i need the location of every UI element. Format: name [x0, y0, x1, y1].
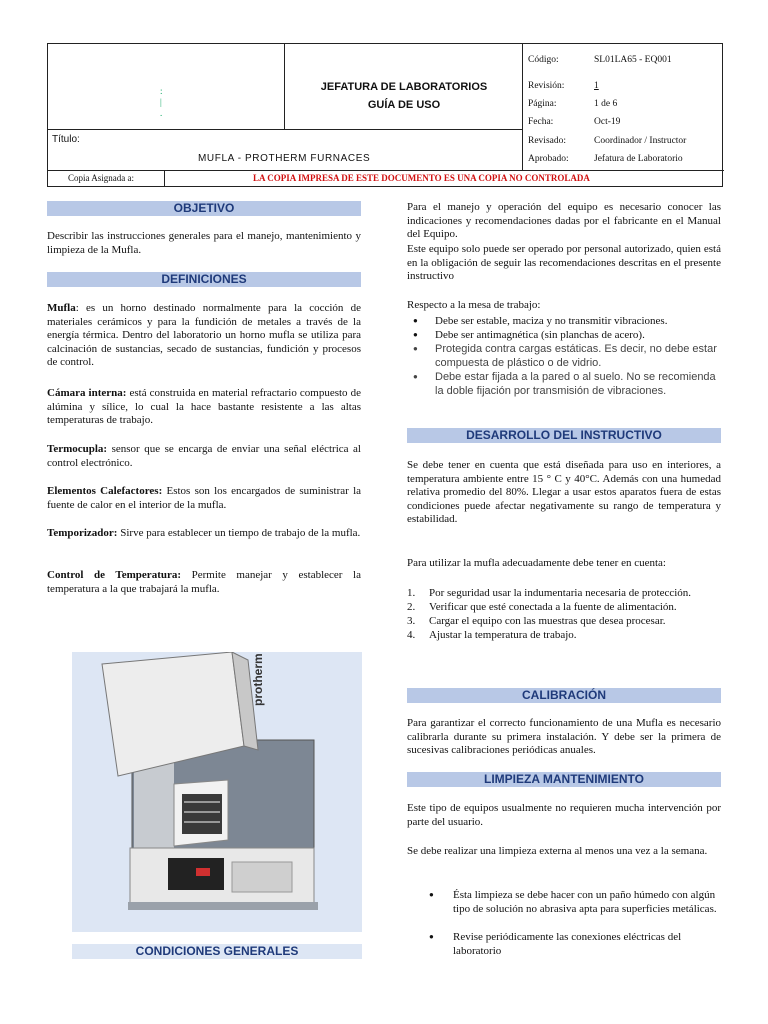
header-title: [286, 78, 522, 114]
logo-mark: : | .: [160, 86, 163, 118]
def-text: Sirve para establecer un tiempo de trabajo de la mufla.: [117, 527, 361, 539]
def-term: Temporizador:: [47, 527, 118, 539]
def-term: Control de Temperatura:: [47, 569, 182, 581]
list-item: ● Protegida contra cargas estáticas. Es decir, no debe estar compuesta de plástico o de vidrio.: [407, 342, 721, 370]
def-text: está construida en material refractario compuesto de alúmina y sílice, lo cual la hace bastante resistente a las altas temperaturas de trabajo.: [47, 387, 361, 427]
def-control: [47, 569, 361, 596]
furnace-illustration: [72, 652, 362, 932]
list-item: 2. Verificar que esté conectada a la fuente de alimentación.: [407, 601, 677, 613]
meta-value-fecha: Oct-19: [594, 117, 621, 127]
objetivo-text: Describir las instrucciones generales para el manejo, mantenimiento y limpieza de la Mufla.: [47, 230, 361, 256]
mesa-list: [407, 314, 721, 398]
calibracion-text: Para garantizar el correcto funcionamiento de una Mufla es necesario calibrarla durante su primera instalación. Y debe ser la primera de sucesivas calibraciones periódicas anuales.: [407, 717, 721, 757]
def-camara: [47, 387, 361, 428]
meta-label-revisado: Revisado:: [528, 136, 566, 146]
copia-label: Copia Asignada a:: [68, 173, 134, 183]
utilizar-intro: Para utilizar la mufla adecuadamente debe tener en cuenta:: [407, 557, 666, 569]
step-text: Verificar que esté conectada a la fuente de alimentación.: [429, 601, 677, 613]
desarrollo-text: Se debe tener en cuenta que está diseñada para uso en interiores, a temperatura ambiente entre 15 ° C y 40°C. Además con una humedad relativa promedio del 80%. Llegar a usar estos aparatos fuera de estas condiciones puede afectar negativamente su rango de temperatura y estabilidad.: [407, 459, 721, 526]
def-mufla: [47, 302, 361, 370]
meta-label-codigo: Código:: [528, 55, 559, 65]
desarrollo-heading: DESARROLLO DEL INSTRUCTIVO: [407, 428, 721, 443]
mesa-intro: Respecto a la mesa de trabajo:: [407, 299, 541, 311]
def-temporizador: [47, 527, 361, 541]
condiciones-heading: CONDICIONES GENERALES: [72, 944, 362, 959]
step-text: Por seguridad usar la indumentaria necesaria de protección.: [429, 587, 692, 599]
header-line-1: JEFATURA DE LABORATORIOS: [320, 81, 488, 93]
list-item: ● Debe estar fijada a la pared o al suelo. No se recomienda la doble fijación por transmisión de vibraciones.: [407, 370, 721, 398]
limpieza-text-1: Este tipo de equipos usualmente no requieren mucha intervención por parte del usuario.: [407, 802, 721, 828]
meta-value-pagina: 1 de 6: [594, 99, 618, 109]
limpieza-list: [407, 888, 721, 958]
def-text: Permite manejar y establecer la temperatura a la que trabajará la mufla.: [47, 569, 361, 595]
header-line-2: GUÍA DE USO: [367, 99, 441, 111]
copia-value: LA COPIA IMPRESA DE ESTE DOCUMENTO ES UNA COPIA NO CONTROLADA: [253, 173, 590, 183]
def-text: : es un horno destinado normalmente para la cocción de materiales cerámicos y para la fundición de metales a través de la energía térmica. Dentro del laboratorio un horno mufla se utiliza para calcinación de sustancias, secado de sustancias, fundición y procesos de control.: [47, 302, 361, 369]
steps-list: [407, 586, 721, 642]
list-item: ● Debe ser estable, maciza y no transmitir vibraciones.: [407, 314, 721, 328]
def-text: Estos son los encargados de suministrar la fuente de calor en el interior de la mufla.: [47, 485, 362, 511]
limpieza-text-2: Se debe realizar una limpieza externa al menos una vez a la semana.: [407, 845, 708, 857]
meta-label-fecha: Fecha:: [528, 117, 554, 127]
intro-text-1: Para el manejo y operación del equipo es necesario conocer las indicaciones y recomendaciones dadas por el fabricante en el Manual del Equipo.: [407, 201, 721, 241]
step-text: Ajustar la temperatura de trabajo.: [429, 629, 577, 641]
meta-value-codigo: SL01LA65 - EQ001: [594, 55, 672, 65]
list-item: 1. Por seguridad usar la indumentaria necesaria de protección.: [407, 587, 692, 599]
list-item: ● Ésta limpieza se debe hacer con un paño húmedo con algún tipo de solución no abrasiva apta para superficies metálicas.: [407, 888, 721, 916]
def-text: sensor que se encarga de enviar una señal eléctrica al control electrónico.: [47, 443, 361, 469]
titulo-label: Título:: [52, 134, 80, 145]
meta-value-revisado: Coordinador / Instructor: [594, 136, 687, 146]
def-term: Termocupla:: [47, 443, 108, 455]
meta-label-revision: Revisión:: [528, 81, 565, 91]
document-header: [47, 43, 723, 187]
def-term: Mufla: [47, 302, 76, 314]
meta-value-aprobado: Jefatura de Laboratorio: [594, 154, 683, 164]
intro-text-2: Este equipo solo puede ser operado por personal autorizado, quien está en la obligación de seguir las recomendaciones descritas en el presente instructivo: [407, 243, 721, 283]
calibracion-heading: CALIBRACIÓN: [407, 688, 721, 703]
limpieza-heading: LIMPIEZA MANTENIMIENTO: [407, 772, 721, 787]
list-item: ● Debe ser antimagnética (sin planchas de acero).: [407, 328, 721, 342]
def-term: Cámara interna:: [47, 387, 127, 399]
meta-value-revision: 1: [594, 81, 599, 91]
brand-logo-text: protherm: [251, 653, 265, 706]
list-item: 4. Ajustar la temperatura de trabajo.: [407, 629, 577, 641]
objetivo-heading: OBJETIVO: [47, 201, 361, 216]
titulo-value: MUFLA - PROTHERM FURNACES: [198, 153, 371, 164]
list-item: ● Revise periódicamente las conexiones eléctricas del laboratorio: [407, 930, 721, 958]
def-term: Elementos Calefactores:: [47, 485, 163, 497]
meta-label-aprobado: Aprobado:: [528, 154, 569, 164]
def-elementos: [47, 485, 361, 512]
list-item: 3. Cargar el equipo con las muestras que desea procesar.: [407, 615, 666, 627]
meta-label-pagina: Página:: [528, 99, 557, 109]
def-termocupla: [47, 443, 361, 470]
definiciones-heading: DEFINICIONES: [47, 272, 361, 287]
step-text: Cargar el equipo con las muestras que desea procesar.: [429, 615, 666, 627]
furnace-image: [72, 652, 362, 932]
